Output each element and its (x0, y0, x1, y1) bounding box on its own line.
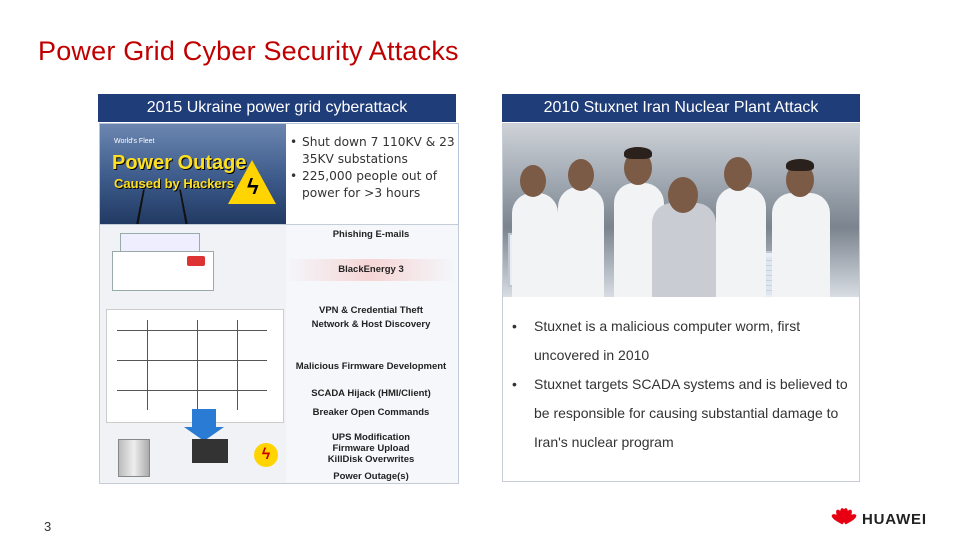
stuxnet-bullet-list (512, 312, 852, 457)
huawei-logo-icon (830, 508, 858, 530)
huawei-logo (826, 506, 936, 534)
attack-stage: Power Outage(s) (333, 471, 409, 482)
stuxnet-bullet: • Stuxnet is a malicious computer worm, first uncovered in 2010 (512, 312, 852, 370)
left-panel-heading: 2015 Ukraine power grid cyberattack (98, 94, 456, 122)
attack-stage: Network & Host Discovery (311, 319, 431, 330)
ukraine-bullet: • 225,000 people out of power for >3 hours (290, 168, 456, 202)
attack-stage: VPN & Credential Theft (319, 305, 423, 316)
attack-stage: BlackEnergy 3 (288, 259, 454, 281)
ukraine-summary-box (99, 123, 459, 225)
power-outage-headline: Power Outage (112, 152, 247, 174)
ukraine-bullet: • Shut down 7 110KV & 23 35KV substations (290, 134, 456, 168)
stuxnet-bullet: • Stuxnet targets SCADA systems and is believed to be responsible for causing substantial damage to Iran's nuclear program (512, 370, 852, 457)
hackers-subheadline: Caused by Hackers (114, 176, 234, 191)
attack-illustrations (100, 225, 286, 483)
document-screenshot (112, 251, 214, 291)
lightning-bolt-icon: ϟ (247, 174, 259, 199)
arrow-down-icon (192, 409, 216, 427)
slide-title: Power Grid Cyber Security Attacks (38, 36, 459, 66)
huawei-wordmark: HUAWEI (862, 511, 927, 528)
attack-stage: KillDisk Overwrites (327, 454, 415, 465)
ups-cabinet-icon (118, 439, 150, 477)
network-diagram (106, 309, 284, 423)
ukraine-bullet-list (290, 134, 456, 202)
page-number: 3 (44, 519, 52, 534)
power-tower-icon (136, 190, 189, 224)
attack-stage: Malicious Firmware Development (295, 361, 447, 372)
attack-stage: Phishing E-mails (332, 229, 410, 240)
attack-process-diagram (99, 224, 459, 484)
no-power-icon: ϟ (254, 443, 278, 467)
attack-stage: SCADA Hijack (HMI/Client) (311, 388, 431, 399)
attack-stage: Firmware Upload (332, 443, 410, 454)
right-panel-heading: 2010 Stuxnet Iran Nuclear Plant Attack (502, 94, 860, 122)
attack-stage: Breaker Open Commands (312, 407, 430, 418)
news-source-label: World's Fleet (114, 138, 155, 145)
attack-stage: UPS Modification (331, 432, 411, 443)
power-outage-image (100, 124, 286, 224)
firmware-chip-icon (192, 439, 228, 463)
